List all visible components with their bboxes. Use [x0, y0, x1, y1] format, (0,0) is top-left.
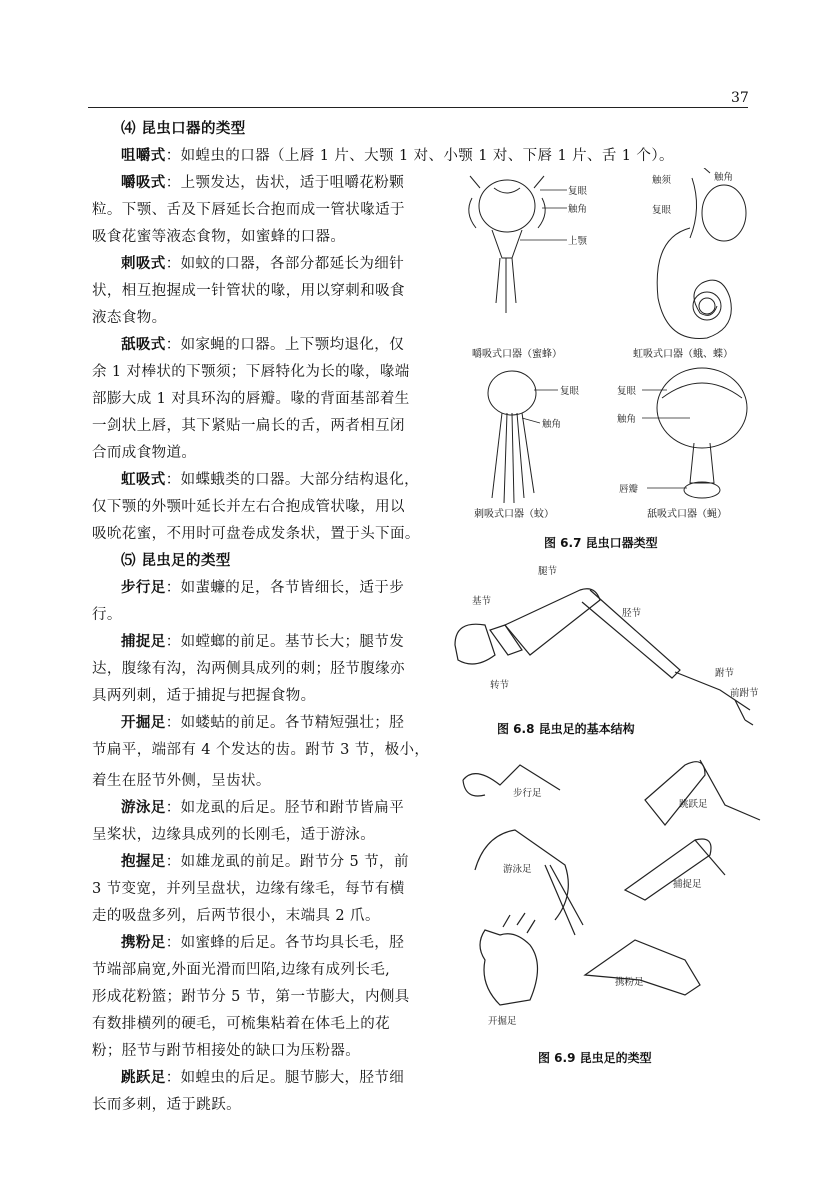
- term-walking: 步行足: [121, 580, 166, 596]
- para-chewing: [121, 143, 674, 170]
- line: ：如雄龙虱的前足。跗节分 5 节，前: [165, 854, 409, 870]
- line: ：如蝼蛄的前足。各节精短强壮；胫: [165, 715, 405, 731]
- walking-leg-illustration: [463, 765, 560, 796]
- line: 有数排横列的硬毛，可梳集粘着在体毛上的花: [92, 1016, 390, 1032]
- line: 3 节变宽，并列呈盘状，边缘有缘毛，每节有横: [92, 881, 405, 897]
- term-jumping: 跳跃足: [121, 1070, 166, 1086]
- line: 余 1 对棒状的下颚须；下唇特化为长的喙，喙端: [92, 364, 410, 380]
- label-coxa: 基节: [472, 596, 492, 607]
- line: ：如龙虱的后足。胫节和跗节皆扁平: [165, 800, 405, 816]
- fig67-fly-subcaption: 舐吸式口器（蝇）: [647, 509, 727, 520]
- para-raptorial: [121, 629, 404, 656]
- header-rule: [88, 107, 748, 108]
- fig68-caption: 图 6.8 昆虫足的基本结构: [497, 722, 635, 736]
- para-digging: [121, 710, 404, 737]
- term-swimming: 游泳足: [121, 800, 166, 816]
- line: 形成花粉篮；跗节分 5 节，第一节膨大，内侧具: [92, 989, 410, 1005]
- term-sponge: 舐吸式: [121, 337, 166, 353]
- raptorial-leg-illustration: [625, 839, 725, 900]
- label-tarsus: 跗节: [715, 668, 735, 679]
- line: ：如螳螂的前足。基节长大；腿节发: [165, 634, 405, 650]
- fly-head-illustration: [657, 368, 747, 498]
- fig67-mosquito-subcaption: 刺吸式口器（蚊）: [474, 509, 554, 520]
- label-tibia: 胫节: [622, 608, 642, 619]
- fig69-caption: 图 6.9 昆虫足的类型: [538, 1051, 652, 1065]
- label-pretarsus: 前跗节: [730, 688, 759, 699]
- term-pollen: 携粉足: [121, 935, 166, 951]
- fig67-moth-subcaption: 虹吸式口器（蛾、蝶）: [633, 349, 733, 360]
- para-pierce: [121, 251, 404, 278]
- section5-heading: ⑸ 昆虫足的类型: [121, 553, 231, 569]
- line: 节端部扁宽,外面光滑而凹陷,边缘有成列长毛,: [92, 962, 391, 978]
- label-bee-eye: 复眼: [568, 186, 588, 197]
- line: 具两列刺，适于捕捉与把握食物。: [92, 688, 316, 704]
- label-mosquito-antenna: 触角: [542, 419, 562, 430]
- line: ：上颚发达，齿状，适于咀嚼花粉颗: [165, 175, 405, 191]
- line: 粒。下颚、舌及下唇延长合抱而成一管状喙适于: [92, 202, 405, 218]
- line: ：如蚊的口器，各部分都延长为细针: [165, 256, 405, 272]
- line: 粉；胫节与跗节相接处的缺口为压粉器。: [92, 1043, 361, 1059]
- moth-head-illustration: [657, 168, 746, 339]
- line: ：如蜚蠊的足，各节皆细长，适于步: [165, 580, 405, 596]
- swimming-leg-illustration: [475, 830, 583, 935]
- line: 呈桨状，边缘具成列的长刚毛，适于游泳。: [92, 827, 376, 843]
- mosquito-head-illustration: [488, 371, 536, 503]
- label-fly-eye: 复眼: [617, 386, 637, 397]
- label-bee-mandible: 上颚: [568, 236, 588, 247]
- label-mosquito-eye: 复眼: [560, 386, 580, 397]
- text-chewing: ：如蝗虫的口器（上唇 1 片、大颚 1 对、小颚 1 对、下唇 1 片、舌 1 个）。: [165, 148, 674, 164]
- para-walking: [121, 575, 404, 602]
- line: 液态食物。: [92, 310, 167, 326]
- line: 吸吮花蜜，不用时可盘卷成发条状，置于头下面。: [92, 526, 420, 542]
- line: 状，相互抱握成一针管状的喙，用以穿刺和吸食: [92, 283, 405, 299]
- line: 合而成食物道。: [92, 445, 197, 461]
- label-moth-palp: 触须: [652, 175, 672, 186]
- line: 行。: [92, 607, 122, 623]
- figure-6-9-leg-types: [455, 745, 770, 1035]
- line: 达，腹缘有沟，沟两侧具成列的刺；胫节腹缘亦: [92, 661, 405, 677]
- line: ：如蜜蜂的后足。各节均具长毛，胫: [165, 935, 405, 951]
- label-raptorial: 捕捉足: [673, 879, 702, 890]
- figure-6-8-leg-structure: [450, 560, 775, 730]
- label-femur: 腿节: [538, 566, 558, 577]
- term-clasping: 抱握足: [121, 854, 166, 870]
- line: 仅下颚的外颚叶延长并左右合抱成管状喙，用以: [92, 499, 405, 515]
- line: 部膨大成 1 对具环沟的唇瓣。喙的背面基部着生: [92, 391, 410, 407]
- para-swimming: [121, 795, 404, 822]
- label-walking: 步行足: [513, 788, 542, 799]
- fig67-bee-subcaption: 嚼吸式口器（蜜蜂）: [472, 349, 562, 360]
- label-jumping: 跳跃足: [679, 799, 708, 810]
- term-digging: 开掘足: [121, 715, 166, 731]
- line: 走的吸盘多列，后两节很小，末端具 2 爪。: [92, 908, 380, 924]
- term-siphon: 虹吸式: [121, 472, 166, 488]
- para-pollen: [121, 930, 404, 957]
- label-bee-antenna: 触角: [568, 204, 588, 215]
- fig67-caption: 图 6.7 昆虫口器类型: [544, 536, 658, 550]
- label-trochanter: 转节: [490, 680, 510, 691]
- para-clasping: [121, 849, 409, 876]
- para-chewlap: [121, 170, 404, 197]
- line: 节扁平，端部有 4 个发达的齿。跗节 3 节，极小，: [92, 742, 430, 758]
- label-fly-labellum: 唇瓣: [619, 484, 639, 495]
- line: ：如蝶蛾类的口器。大部分结构退化，: [165, 472, 420, 488]
- label-pollen: 携粉足: [615, 977, 644, 988]
- para-siphon: [121, 467, 419, 494]
- page-number: 37: [731, 90, 749, 106]
- line: 着生在胫节外侧，呈齿状。: [92, 773, 271, 789]
- para-sponge: [121, 332, 404, 359]
- term-pierce: 刺吸式: [121, 256, 166, 272]
- jumping-leg-illustration: [645, 760, 760, 825]
- para-jumping: [121, 1065, 404, 1092]
- label-swimming: 游泳足: [503, 864, 532, 875]
- bee-head-illustration: [469, 176, 545, 313]
- leg-structure-illustration: [455, 589, 753, 725]
- term-chewing: 咀嚼式: [121, 148, 166, 164]
- section4-heading: ⑷ 昆虫口器的类型: [121, 121, 246, 137]
- line: ：如蝗虫的后足。腿节膨大，胫节细: [165, 1070, 405, 1086]
- line: 一剑状上唇，其下紧贴一扁长的舌，两者相互闭: [92, 418, 405, 434]
- digging-leg-illustration: [480, 913, 538, 1005]
- label-fly-antenna: 触角: [617, 414, 637, 425]
- label-digging: 开掘足: [488, 1016, 517, 1027]
- label-moth-antenna: 触角: [714, 172, 734, 183]
- label-moth-eye: 复眼: [652, 205, 672, 216]
- line: ：如家蝇的口器。上下颚均退化，仅: [165, 337, 405, 353]
- term-chewlap: 嚼吸式: [121, 175, 166, 191]
- line: 吸食花蜜等液态食物，如蜜蜂的口器。: [92, 229, 346, 245]
- line: 长而多刺，适于跳跃。: [92, 1097, 241, 1113]
- term-raptorial: 捕捉足: [121, 634, 166, 650]
